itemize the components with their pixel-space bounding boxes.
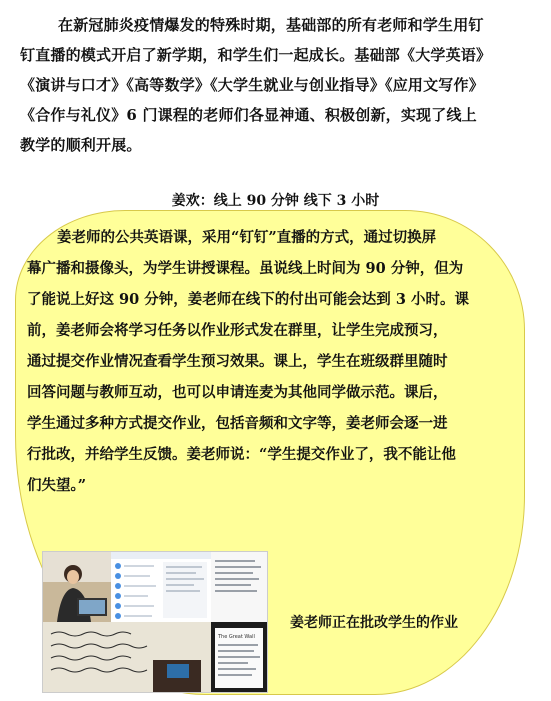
section-subtitle: 姜欢：线上 90 分钟 线下 3 小时 <box>171 193 380 209</box>
story-line: 回答问题与教师互动，也可以申请连麦为其他同学做示范。课后， <box>27 384 448 401</box>
intro-line: 《演讲与口才》《高等数学》《大学生就业与创业指导》《应用文写作》 <box>20 76 484 94</box>
story-line: 们失望。” <box>27 477 87 494</box>
intro-line: 在新冠肺炎疫情爆发的特殊时期，基础部的所有老师和学生用钉 <box>58 16 484 34</box>
photo-collage <box>42 551 268 693</box>
story-line: 姜老师的公共英语课，采用“钉钉”直播的方式，通过切换屏 <box>57 229 437 246</box>
story-line: 学生通过多种方式提交作业，包括音频和文字等，姜老师会逐一进 <box>27 415 448 432</box>
photo-sample-text: The Great Wall <box>218 634 255 640</box>
photo-caption: 姜老师正在批改学生的作业 <box>290 615 458 631</box>
intro-paragraph <box>20 10 525 160</box>
story-line: 行批改，并给学生反馈。姜老师说：“学生提交作业了，我不能让他 <box>27 446 456 463</box>
intro-line: 钉直播的模式开启了新学期，和学生们一起成长。基础部《大学英语》 <box>20 46 492 64</box>
intro-line: 教学的顺利开展。 <box>20 136 142 154</box>
teacher-story <box>27 222 497 501</box>
story-line: 幕广播和摄像头，为学生讲授课程。虽说线上时间为 90 分钟，但为 <box>27 260 464 277</box>
intro-line: 《合作与礼仪》6 门课程的老师们各显神通、积极创新，实现了线上 <box>20 106 477 124</box>
teacher-photo-illustration <box>43 552 267 692</box>
story-line: 了能说上好这 90 分钟，姜老师在线下的付出可能会达到 3 小时。课 <box>27 291 469 308</box>
story-line: 前，姜老师会将学习任务以作业形式发在群里，让学生完成预习， <box>27 322 448 339</box>
story-line: 通过提交作业情况查看学生预习效果。课上，学生在班级群里随时 <box>27 353 448 370</box>
